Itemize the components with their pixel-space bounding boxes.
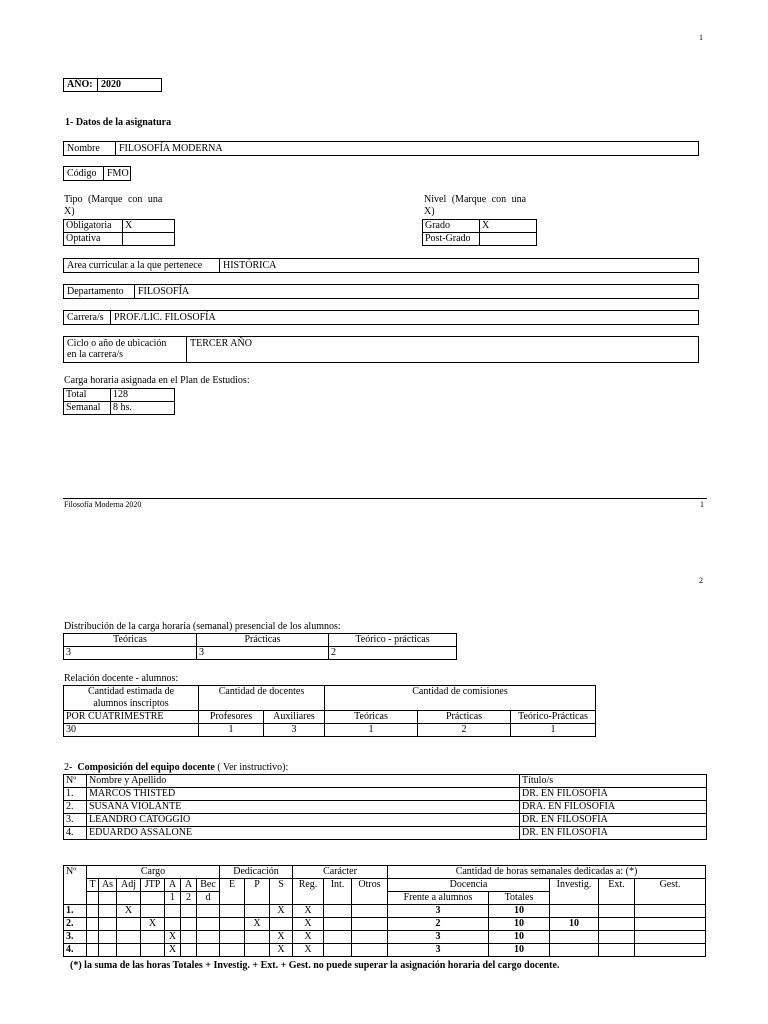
year-value: 2020	[101, 79, 121, 90]
nombre-label: Nombre	[67, 143, 100, 154]
cargo-table: Nº Cargo Dedicación Carácter Cantidad de horas semanales dedicadas a: (*) T As Adj JTP A A Bec E P S Reg. Int. Otros Docencia Investig. Ext. Gest. 1 2 d Frente a alumnos Totales 1. X X X 3 10 2. X X X 2 10 10 3. X X X 3 10 4. X X X 3 10	[63, 865, 706, 957]
tipo-table: Obligatoria X Optativa	[63, 219, 175, 246]
departamento-row	[63, 284, 699, 299]
departamento-value: FILOSOFÍA	[138, 286, 190, 297]
area-row	[63, 258, 699, 273]
carrera-label: Carrera/s	[67, 312, 104, 323]
nivel-title: Nivel (Marque con una X)	[424, 194, 527, 217]
codigo-label: Código	[67, 168, 97, 179]
table-row: 2. X X X 2 10 10	[64, 918, 706, 931]
page-number-top-2: 2	[699, 576, 703, 585]
table-row: 3. X X X 3 10	[64, 931, 706, 944]
table-row: 4. X X X 3 10	[64, 944, 706, 957]
area-label: Area curricular a la que pertenece	[67, 260, 203, 271]
composicion-title: 2- Composición del equipo docente ( Ver instructivo):	[64, 762, 289, 773]
relacion-table: Cantidad estimada de alumnos inscriptos Cantidad de docentes Cantidad de comisiones POR CUATRIMESTRE Profesores Auxiliares Teóricas Prácticas Teórico-Prácticas 30 1 3 1 2 1	[63, 685, 596, 737]
table-row: 2. SUSANA VIOLANTE DRA. EN FILOSOFIA	[64, 801, 707, 814]
departamento-label: Departamento	[67, 286, 124, 297]
distribucion-table: Teóricas Prácticas Teórico - prácticas 3 3 2	[63, 633, 457, 660]
cargo-footnote: (*) la suma de las horas Totales + Investig. + Ext. + Gest. no puede superar la asignación horaria del cargo docente.	[70, 960, 560, 971]
relacion-title: Relación docente - alumnos:	[64, 673, 179, 684]
distribucion-title: Distribución de la carga horaria (semanal) presencial de los alumnos:	[64, 621, 341, 632]
carrera-row	[63, 310, 699, 325]
table-row: 3. LEANDRO CATOGGIO DR. EN FILOSOFÍA	[64, 814, 707, 827]
ciclo-label: Ciclo o año de ubicación en la carrera/s	[67, 338, 167, 360]
table-row: 1. X X X 3 10	[64, 905, 706, 918]
carga-title: Carga horaria asignada en el Plan de Estudios:	[64, 375, 250, 386]
ciclo-row	[63, 336, 699, 363]
section1-title: 1- Datos de la asignatura	[65, 117, 172, 128]
codigo-row	[63, 166, 131, 181]
nombre-value: FILOSOFÍA MODERNA	[119, 143, 223, 154]
footer-left: Filosofía Moderna 2020	[64, 500, 142, 509]
page-number-top-1: 1	[699, 33, 703, 42]
footer-rule	[63, 498, 707, 499]
tipo-title: Tipo (Marque con una X)	[64, 194, 163, 217]
composicion-table: Nº Nombre y Apellido Título/s 1. MARCOS THISTED DR. EN FILOSOFÍA 2. SUSANA VIOLANTE DRA. EN FILOSOFIA 3. LEANDRO CATOGGIO DR. EN FILOSOFÍA 4. EDUARDO ASSALONE DR. EN FILOSOFÍA	[63, 774, 707, 840]
year-label: AÑO:	[67, 79, 93, 90]
ciclo-value: TERCER AÑO	[190, 338, 252, 349]
carga-table: Total 128 Semanal 8 hs.	[63, 388, 175, 415]
nivel-table: Grado X Post-Grado	[422, 219, 537, 246]
carrera-value: PROF./LIC. FILOSOFÍA	[114, 312, 216, 323]
year-box	[63, 78, 162, 92]
table-row: 4. EDUARDO ASSALONE DR. EN FILOSOFÍA	[64, 827, 707, 840]
table-row: 1. MARCOS THISTED DR. EN FILOSOFÍA	[64, 788, 707, 801]
area-value: HISTÓRICA	[223, 260, 277, 271]
nombre-row	[63, 141, 699, 156]
codigo-value: FMO	[107, 168, 129, 179]
footer-page-number: 1	[700, 500, 704, 509]
